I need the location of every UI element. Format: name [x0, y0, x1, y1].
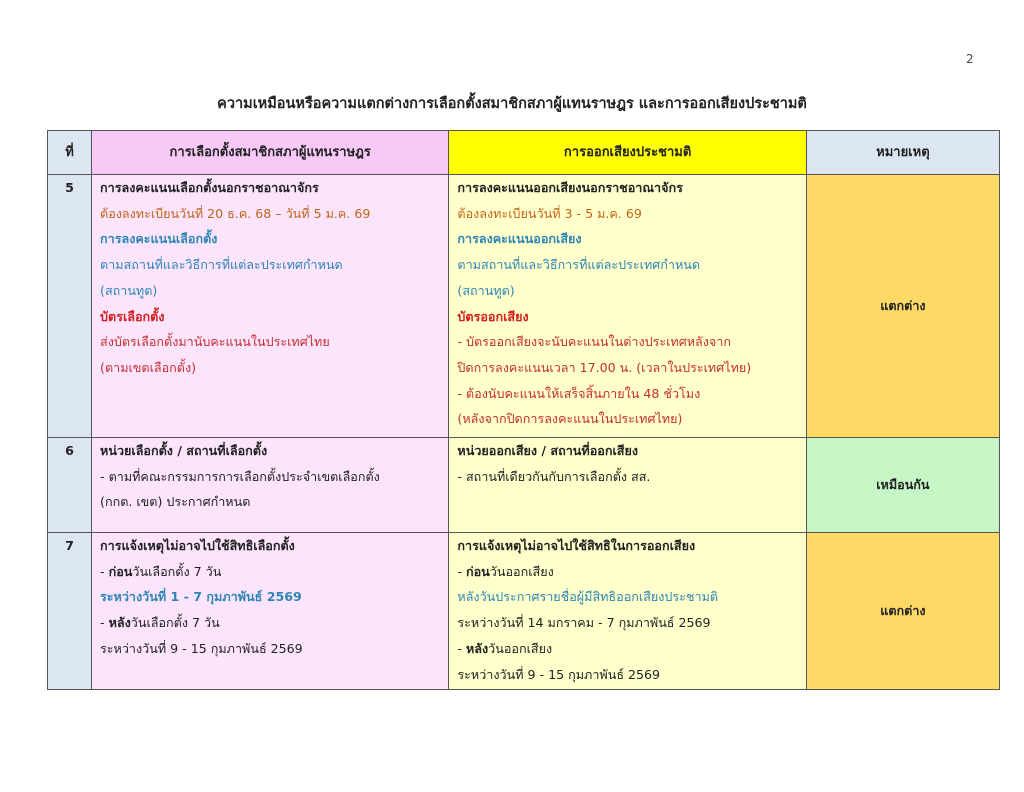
header-referendum: การออกเสียงประชามติ: [449, 131, 806, 175]
referendum-cell: [449, 533, 806, 690]
cell-line: ตามสถานที่และวิธีการที่แต่ละประเทศกำหนด: [100, 257, 343, 273]
cell-line: (กกต. เขต) ประกาศกำหนด: [100, 494, 251, 510]
cell-line: ต้องลงทะเบียนวันที่ 3 - 5 ม.ค. 69: [457, 205, 642, 221]
row-number: 5: [48, 175, 92, 438]
cell-line: บัตรออกเสียง: [457, 308, 529, 324]
cell-line: ระหว่างวันที่ 1 - 7 กุมภาพันธ์ 2569: [100, 589, 302, 605]
emphasis-before: ก่อน: [465, 563, 490, 579]
cell-line: หลังวันประกาศรายชื่อผู้มีสิทธิออกเสียงประชามติ: [457, 589, 719, 605]
cell-line: การลงคะแนนออกเสียง: [457, 231, 582, 247]
status-badge: แตกต่าง: [806, 533, 999, 690]
emphasis-after: หลัง: [465, 640, 489, 656]
cell-line: หน่วยเลือกตั้ง / สถานที่เลือกตั้ง: [100, 443, 268, 458]
cell-line: ส่งบัตรเลือกตั้งมานับคะแนนในประเทศไทย: [100, 334, 330, 350]
emphasis-before: ก่อน: [108, 563, 133, 579]
cell-line: ระหว่างวันที่ 9 - 15 กุมภาพันธ์ 2569: [457, 666, 661, 682]
dash: -: [457, 563, 466, 579]
line-text: วันเลือกตั้ง 7 วัน: [132, 563, 222, 579]
table-row: [48, 438, 1000, 533]
cell-line: [100, 610, 440, 636]
cell-line: การลงคะแนนเลือกตั้ง: [100, 231, 218, 247]
cell-line: ต้องลงทะเบียนวันที่ 20 ธ.ค. 68 – วันที่ 5 ม.ค. 69: [100, 205, 371, 221]
cell-line: บัตรเลือกตั้ง: [100, 308, 165, 324]
page-number: 2: [966, 52, 974, 66]
cell-line: ปิดการลงคะแนนเวลา 17.00 น. (เวลาในประเทศไทย): [457, 359, 752, 375]
referendum-cell: [449, 175, 806, 438]
dash: -: [457, 640, 466, 656]
cell-line: [100, 559, 440, 585]
row-number: 6: [48, 438, 92, 533]
header-no: ที่: [48, 131, 92, 175]
dash: -: [100, 615, 109, 631]
cell-line: การลงคะแนนเลือกตั้งนอกราชอาณาจักร: [100, 180, 319, 195]
referendum-cell: [449, 438, 806, 533]
cell-line: - สถานที่เดียวกันกับการเลือกตั้ง สส.: [457, 468, 651, 484]
cell-line: ระหว่างวันที่ 9 - 15 กุมภาพันธ์ 2569: [100, 640, 303, 656]
dash: -: [100, 563, 109, 579]
row-number: 7: [48, 533, 92, 690]
cell-line: การแจ้งเหตุไม่อาจไปใช้สิทธิในการออกเสียง: [457, 538, 696, 553]
cell-line: [457, 636, 797, 662]
cell-line: (ตามเขตเลือกตั้ง): [100, 359, 197, 375]
line-text: วันออกเสียง: [488, 640, 553, 656]
cell-line: (หลังจากปิดการลงคะแนนในประเทศไทย): [457, 411, 683, 427]
cell-line: ตามสถานที่และวิธีการที่แต่ละประเทศกำหนด: [457, 257, 701, 273]
comparison-table: [47, 130, 1000, 690]
document-title: ความเหมือนหรือความแตกต่างการเลือกตั้งสมาชิกสภาผู้แทนราษฎร และการออกเสียงประชามติ: [217, 96, 807, 112]
status-badge: แตกต่าง: [806, 175, 999, 438]
line-text: วันเลือกตั้ง 7 วัน: [130, 615, 220, 631]
cell-line: การลงคะแนนออกเสียงนอกราชอาณาจักร: [457, 180, 683, 195]
emphasis-after: หลัง: [108, 615, 131, 631]
table-row: [48, 175, 1000, 438]
cell-line: (สถานทูต): [100, 282, 158, 298]
cell-line: การแจ้งเหตุไม่อาจไปใช้สิทธิเลือกตั้ง: [100, 538, 295, 553]
table-header-row: [48, 131, 1000, 175]
table-row: [48, 533, 1000, 690]
cell-line: - ตามที่คณะกรรมการการเลือกตั้งประจำเขตเลือกตั้ง: [100, 468, 380, 484]
cell-line: (สถานทูต): [457, 282, 515, 298]
cell-line: หน่วยออกเสียง / สถานที่ออกเสียง: [457, 443, 638, 458]
cell-line: - บัตรออกเสียงจะนับคะแนนในต่างประเทศหลังจาก: [457, 334, 731, 350]
election-cell: [92, 175, 449, 438]
status-badge: เหมือนกัน: [806, 438, 999, 533]
cell-line: [457, 559, 797, 585]
header-note: หมายเหตุ: [806, 131, 999, 175]
election-cell: [92, 533, 449, 690]
line-text: วันออกเสียง: [489, 563, 554, 579]
cell-line: ระหว่างวันที่ 14 มกราคม - 7 กุมภาพันธ์ 2569: [457, 615, 711, 631]
header-election: การเลือกตั้งสมาชิกสภาผู้แทนราษฎร: [92, 131, 449, 175]
cell-line: - ต้องนับคะแนนให้เสร็จสิ้นภายใน 48 ชั่วโมง: [457, 385, 701, 401]
election-cell: [92, 438, 449, 533]
